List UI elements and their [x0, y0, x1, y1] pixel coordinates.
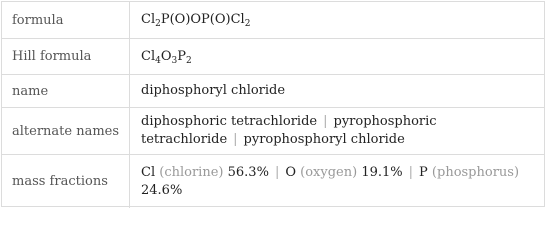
formula-part: P(O)OP(O)Cl	[160, 12, 245, 27]
mass-fractions-value	[130, 155, 544, 208]
hill-formula-row	[2, 39, 544, 75]
element-percent: 24.6%	[141, 182, 183, 198]
hill-formula-value	[130, 39, 544, 74]
element-percent: 56.3%	[227, 164, 269, 180]
element-percent: 19.1%	[361, 164, 403, 180]
hill-subscript: 3	[171, 55, 178, 66]
name-row	[2, 75, 544, 108]
element-symbol: O	[285, 164, 296, 180]
hill-part: P	[177, 48, 186, 64]
mass-fractions-row	[2, 155, 544, 208]
element-name: (chlorine)	[159, 164, 224, 180]
mass-fractions-label: mass fractions	[2, 155, 130, 208]
alternate-names-label: alternate names	[2, 108, 130, 154]
name-value: diphosphoryl chloride	[141, 83, 286, 98]
properties-table	[1, 1, 545, 207]
element-name: (oxygen)	[300, 164, 358, 180]
alternate-names-row	[2, 108, 544, 155]
hill-subscript: 4	[155, 55, 161, 66]
alternate-names-value	[130, 108, 544, 154]
formula-row	[2, 2, 544, 39]
formula-part: Cl	[141, 12, 156, 27]
hill-part: O	[160, 48, 172, 64]
separator: |	[408, 164, 414, 180]
element-symbol: P	[419, 164, 428, 180]
name-label: name	[2, 75, 130, 107]
element-symbol: Cl	[141, 164, 156, 180]
formula-value	[130, 2, 544, 38]
hill-subscript: 2	[186, 55, 192, 66]
formula-label: formula	[2, 2, 130, 38]
alternate-name: diphosphoric tetrachloride	[141, 114, 318, 129]
separator: |	[323, 114, 328, 129]
hill-part: Cl	[141, 48, 156, 64]
element-name: (phosphorus)	[431, 164, 520, 180]
separator: |	[274, 164, 280, 180]
formula-subscript: 2	[244, 19, 251, 29]
alternate-name: pyrophosphoric tetrachloride	[141, 114, 437, 147]
hill-formula-label: Hill formula	[2, 39, 130, 74]
alternate-name: pyrophosphoryl chloride	[243, 132, 405, 147]
formula-subscript: 2	[155, 19, 161, 29]
separator: |	[233, 132, 238, 147]
